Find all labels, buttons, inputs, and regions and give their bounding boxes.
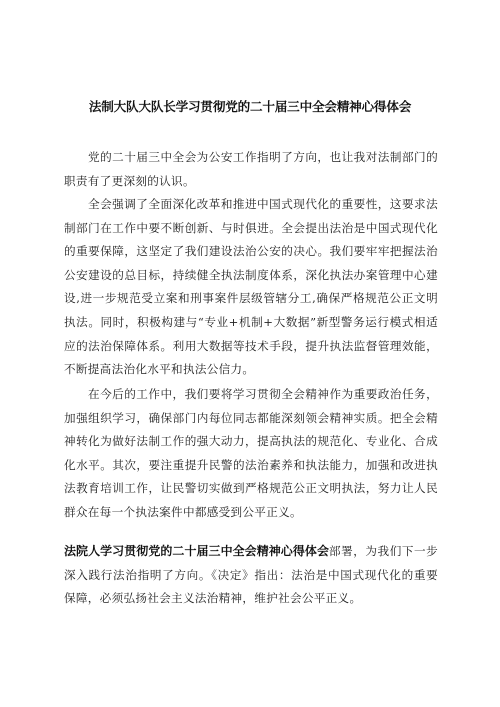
- section-2-heading: 法院人学习贯彻党的二十届三中全会精神心得体会: [64, 544, 329, 558]
- document-title: 法制大队大队长学习贯彻党的二十届三中全会精神心得体会: [88, 99, 412, 114]
- section-2-text: 部署，为我们下一步深入践行法治指明了方向。《决定》指出：法治是中国式现代化的重要保障，必须弘扬社会主义法治精神，维护社会公平正义。: [64, 544, 439, 606]
- paragraph-3: 在今后的工作中，我们要将学习贯彻全会精神作为重要政治任务，加强组织学习，确保部门内每位同志都能深刻领会精神实质。把全会精神转化为做好法制工作的强大动力，提高执法的规范化、专业化、合成化水平。其次，要注重提升民警的法治素养和执法能力，加强和改进执法教育培训工作，让民警切实做到严格规范公正文明执法，努力让人民群众在每一个执法案件中都感受到公平正义。: [64, 387, 438, 519]
- section-2: [64, 540, 438, 611]
- paragraph-1: 党的二十届三中全会为公安工作指明了方向，也让我对法制部门的职责有了更深刻的认识。: [64, 150, 438, 188]
- paragraph-2: 全会强调了全面深化改革和推进中国式现代化的重要性，这要求法制部门在工作中要不断创新、与时俱进。全会提出法治是中国式现代化的重要保障，这坚定了我们建设法治公安的决心。我们要牢牢把握法治公安建设的总目标，持续健全执法制度体系，深化执法办案管理中心建设,进一步规范受立案和刑事案件层级管辖分工,确保严格规范公正文明执法。同时，积极构建与“专业+机制+大数据”新型警务运行模式相适应的法治保障体系。利用大数据等技术手段，提升执法监督管理效能，不断提高法治化水平和执法公信力。: [64, 197, 438, 377]
